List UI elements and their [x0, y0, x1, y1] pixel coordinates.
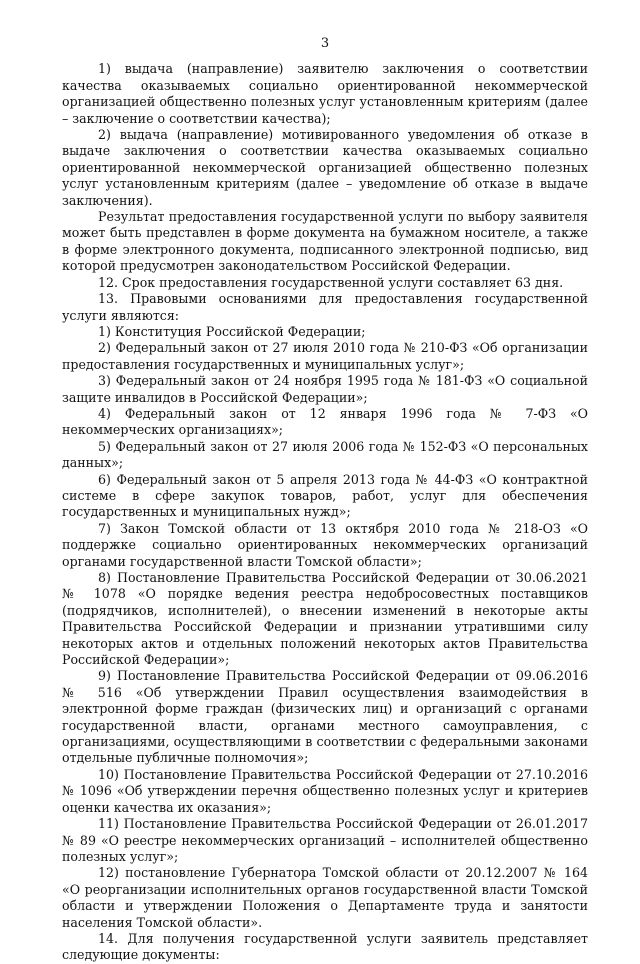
- paragraph-item-14: 14. Для получения государственной услуги заявитель представляет следующие документы:: [62, 930, 588, 963]
- legal-basis-2: 2) Федеральный закон от 27 июля 2010 года № 210-ФЗ «Об организации предоставления государственных и муниципальных услуг»;: [62, 340, 588, 372]
- paragraph-result-2: 2) выдача (направление) мотивированного уведомления об отказе в выдаче заключения о соответствии качества оказываемых социально ориентированной некоммерческой организацией общественно полезных услуг установленным критериям (далее – уведомление об отказе в выдаче заключения).: [62, 127, 588, 208]
- paragraph-result-format: Результат предоставления государственной услуги по выбору заявителя может быть представлен в форме документа на бумажном носителе, а также в форме электронного документа, подписанного электронной подписью, вид которой предусмотрен законодательством Российской Федерации.: [62, 209, 588, 274]
- legal-basis-9: 9) Постановление Правительства Российской Федерации от 09.06.2016 № 516 «Об утверждении Правил осуществления взаимодействия в электронной форме граждан (физических лиц) и организаций с органами государственной власти, органами местного самоуправления, с организациями, осуществляющими в соответствии с федеральными законами отдельные публичные полномочия»;: [62, 668, 588, 766]
- legal-basis-8: 8) Постановление Правительства Российской Федерации от 30.06.2021 № 1078 «О порядке ведения реестра недобросовестных поставщиков (подрядчиков, исполнителей), о внесении изменений в некоторые акты Правительства Российской Федерации и признании утратившими силу некоторых актов и отдельных положений некоторых актов Правительства Российской Федерации»;: [62, 570, 588, 668]
- legal-basis-5: 5) Федеральный закон от 27 июля 2006 года № 152-ФЗ «О персональных данных»;: [62, 438, 588, 471]
- legal-basis-4: 4) Федеральный закон от 12 января 1996 года № 7-ФЗ «О некоммерческих организациях»;: [62, 405, 588, 438]
- legal-basis-6: 6) Федеральный закон от 5 апреля 2013 года № 44-ФЗ «О контрактной системе в сфере закупок товаров, работ, услуг для обеспечения государственных и муниципальных нужд»;: [62, 471, 588, 520]
- legal-basis-7: 7) Закон Томской области от 13 октября 2010 года № 218-ОЗ «О поддержке социально ориентированных некоммерческих организаций органами государственной власти Томской области»;: [62, 520, 588, 569]
- legal-basis-10: 10) Постановление Правительства Российской Федерации от 27.10.2016 № 1096 «Об утверждении перечня общественно полезных услуг и критериев оценки качества их оказания»;: [62, 766, 588, 815]
- paragraph-result-1: 1) выдача (направление) заявителю заключения о соответствии качества оказываемых социально ориентированной некоммерческой организацией общественно полезных услуг установленным критериям (далее – заключение о соответствии качества);: [62, 61, 588, 126]
- legal-basis-11: 11) Постановление Правительства Российской Федерации от 26.01.2017 № 89 «О реестре некоммерческих организаций – исполнителей общественно полезных услуг»;: [62, 816, 588, 864]
- paragraph-item-12: 12. Срок предоставления государственной услуги составляет 63 дня.: [98, 274, 564, 290]
- legal-basis-1: 1) Конституция Российской Федерации;: [98, 323, 366, 339]
- page-number: 3: [320, 36, 330, 51]
- legal-basis-12: 12) постановление Губернатора Томской области от 20.12.2007 № 164 «О реорганизации исполнительных органов государственной власти Томской области и утверждении Положения о Департаменте труда и занятости населения Томской области».: [62, 865, 588, 930]
- paragraph-item-13: 13. Правовыми основаниями для предоставления государственной услуги являются:: [62, 291, 588, 323]
- legal-basis-3: 3) Федеральный закон от 24 ноября 1995 года № 181-ФЗ «О социальной защите инвалидов в Российской Федерации»;: [62, 373, 588, 405]
- document-body: [62, 61, 588, 963]
